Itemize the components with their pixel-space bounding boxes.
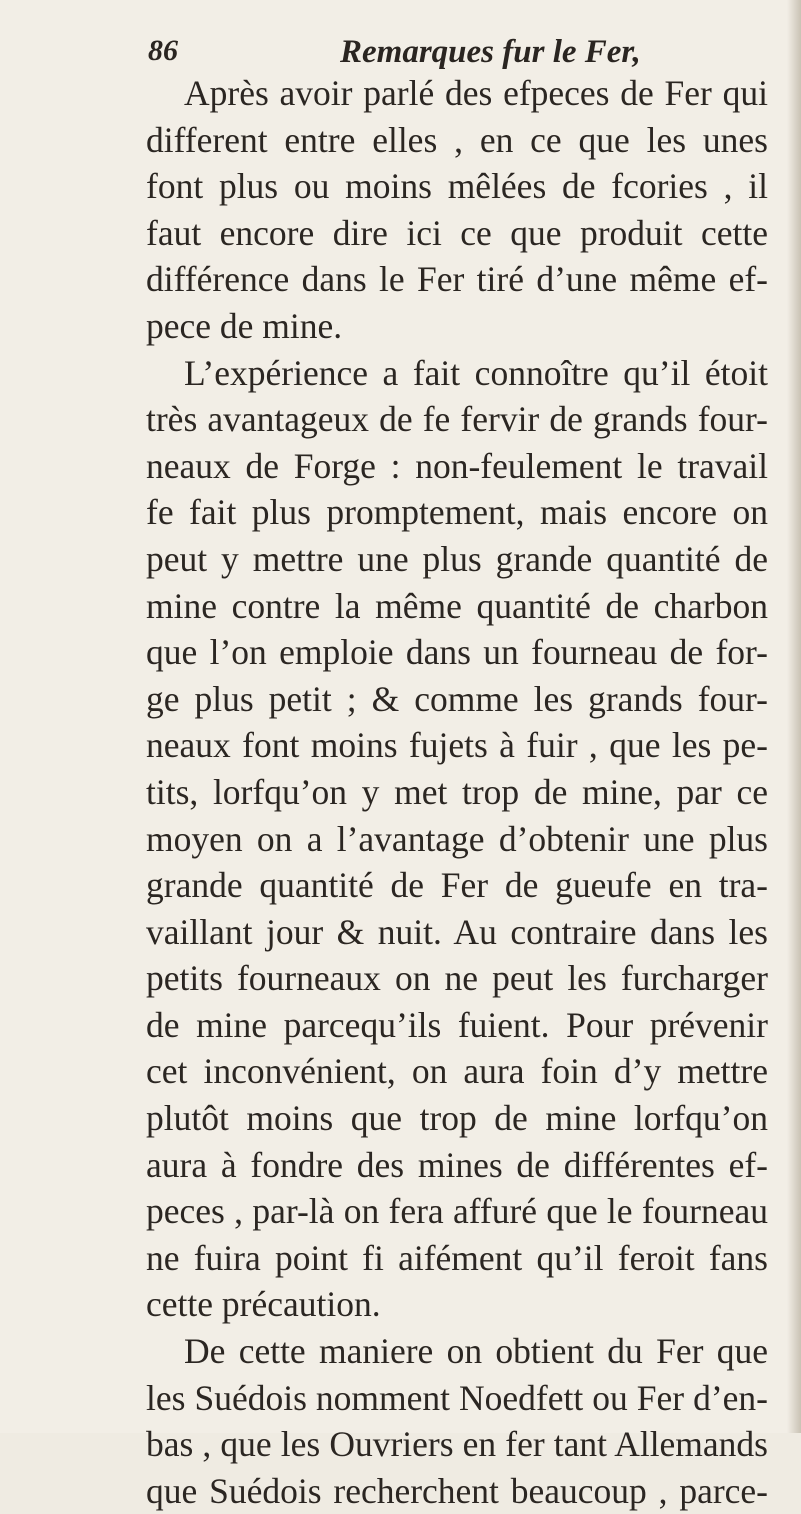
text-line: petits fourneaux on ne peut les furcharger (146, 958, 768, 999)
text-line: faut encore dire ici ce que produit cette (146, 212, 768, 253)
text-line: cet inconvénient, on aura foin d’y mettre (146, 1051, 768, 1092)
text-line: neaux font moins fujets à fuir , que les pe- (146, 725, 768, 766)
text-line: fe fait plus promptement, mais encore on (146, 492, 768, 533)
text-line: les Suédois nomment Noedfett ou Fer d’en- (146, 1377, 768, 1418)
text-line: que Suédois recherchent beaucoup , parce- (146, 1470, 768, 1511)
text-line: très avantageux de fe fervir de grands four- (146, 399, 768, 440)
page-edge-shadow (787, 0, 801, 1433)
text-line: peut y mettre une plus grande quantité de (146, 538, 768, 579)
page-number: 86 (148, 34, 178, 67)
text-line: différence dans le Fer tiré d’une même ef- (146, 259, 768, 300)
text-line: De cette maniere on obtient du Fer que (184, 1331, 768, 1372)
text-line: pece de mine. (146, 305, 343, 346)
text-line: cette précaution. (146, 1284, 381, 1325)
text-line: neaux de Forge : non-feulement le travail (146, 445, 768, 486)
text-line: peces , par-là on fera affuré que le fourneau (146, 1191, 768, 1232)
text-line: ne fuira point fi aifément qu’il feroit fans (146, 1237, 768, 1278)
body-text (146, 70, 768, 1514)
text-line: moyen on a l’avantage d’obtenir une plus (146, 818, 768, 859)
text-line: font plus ou moins mêlées de fcories , il (146, 166, 768, 207)
text-line: vaillant jour & nuit. Au contraire dans les (146, 911, 768, 952)
running-head-title: Remarques fur le Fer, (340, 34, 641, 70)
text-line: mine contre la même quantité de charbon (146, 585, 768, 626)
text-line: que l’on emploie dans un fourneau de for- (146, 632, 768, 673)
text-line: different entre elles , en ce que les unes (146, 119, 768, 160)
text-line: aura à fondre des mines de différentes ef- (146, 1144, 768, 1185)
text-line: Après avoir parlé des efpeces de Fer qui (184, 73, 768, 113)
text-line: de mine parcequ’ils fuient. Pour prévenir (146, 1004, 768, 1045)
text-line: grande quantité de Fer de gueufe en tra- (146, 865, 768, 906)
text-line: L’expérience a fait connoître qu’il étoit (184, 352, 768, 393)
text-line: bas , que les Ouvriers en fer tant Allemands (146, 1424, 768, 1465)
text-line: plutôt moins que trop de mine lorfqu’on (146, 1098, 768, 1139)
text-line: ge plus petit ; & comme les grands four- (146, 678, 768, 719)
text-line: tits, lorfqu’on y met trop de mine, par ce (146, 771, 768, 812)
